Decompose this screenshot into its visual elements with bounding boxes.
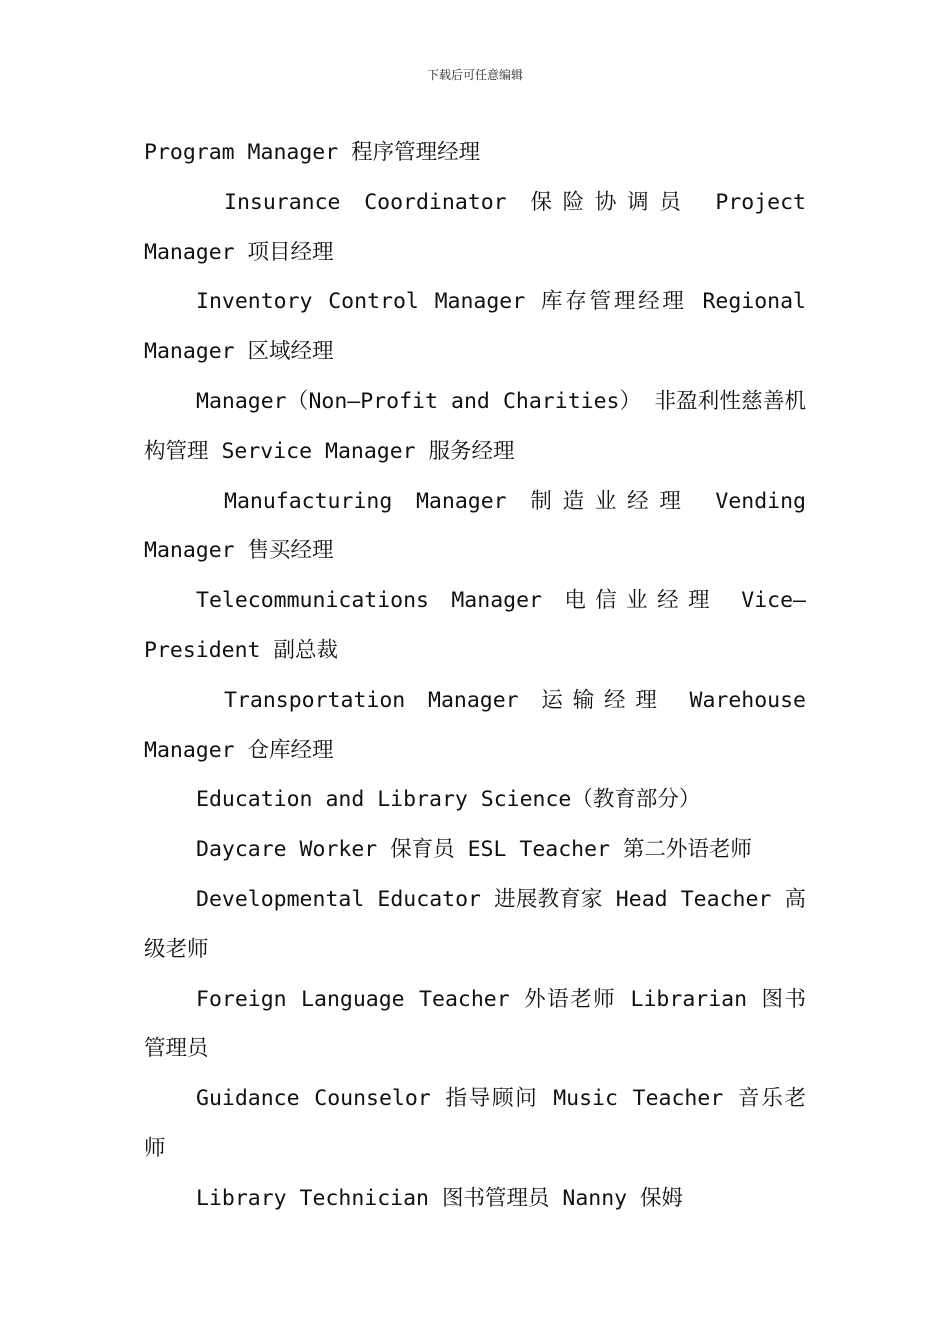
paragraph-manufacturing: Manufacturing Manager 制造业经理 Vending Manager 售买经理 (144, 488, 806, 564)
paragraph-developmental-educator: Developmental Educator 进展教育家 Head Teacher 高级老师 (144, 886, 806, 962)
paragraph-education-heading: Education and Library Science（教育部分） (196, 787, 701, 813)
paragraph-telecommunications: Telecommunications Manager 电信业经理 Vice—President 副总裁 (144, 588, 806, 663)
paragraph-transportation: Transportation Manager 运输经理 Warehouse Manager 仓库经理 (144, 687, 806, 763)
paragraph-daycare-worker: Daycare Worker 保育员 ESL Teacher 第二外语老师 (196, 837, 752, 863)
paragraph-insurance-coordinator: Insurance Coordinator 保险协调员 Project Manager 项目经理 (144, 189, 806, 265)
paragraph-library-technician: Library Technician 图书管理员 Nanny 保姆 (196, 1185, 684, 1211)
paragraph-program-manager: Program Manager 程序管理经理 (144, 140, 481, 165)
page-header: 下载后可任意编辑 (426, 68, 523, 82)
paragraph-inventory-control: Inventory Control Manager 库存管理经理 Regional Manager 区域经理 (144, 289, 806, 365)
paragraph-guidance-counselor: Guidance Counselor 指导顾问 Music Teacher 音乐老师 (144, 1086, 806, 1161)
paragraph-foreign-language: Foreign Language Teacher 外语老师 Librarian 图书管理员 (144, 986, 806, 1062)
paragraph-non-profit: Manager（Non—Profit and Charities） 非盈利性慈善机构管理 Service Manager 服务经理 (144, 388, 806, 464)
document-body (144, 128, 806, 1224)
